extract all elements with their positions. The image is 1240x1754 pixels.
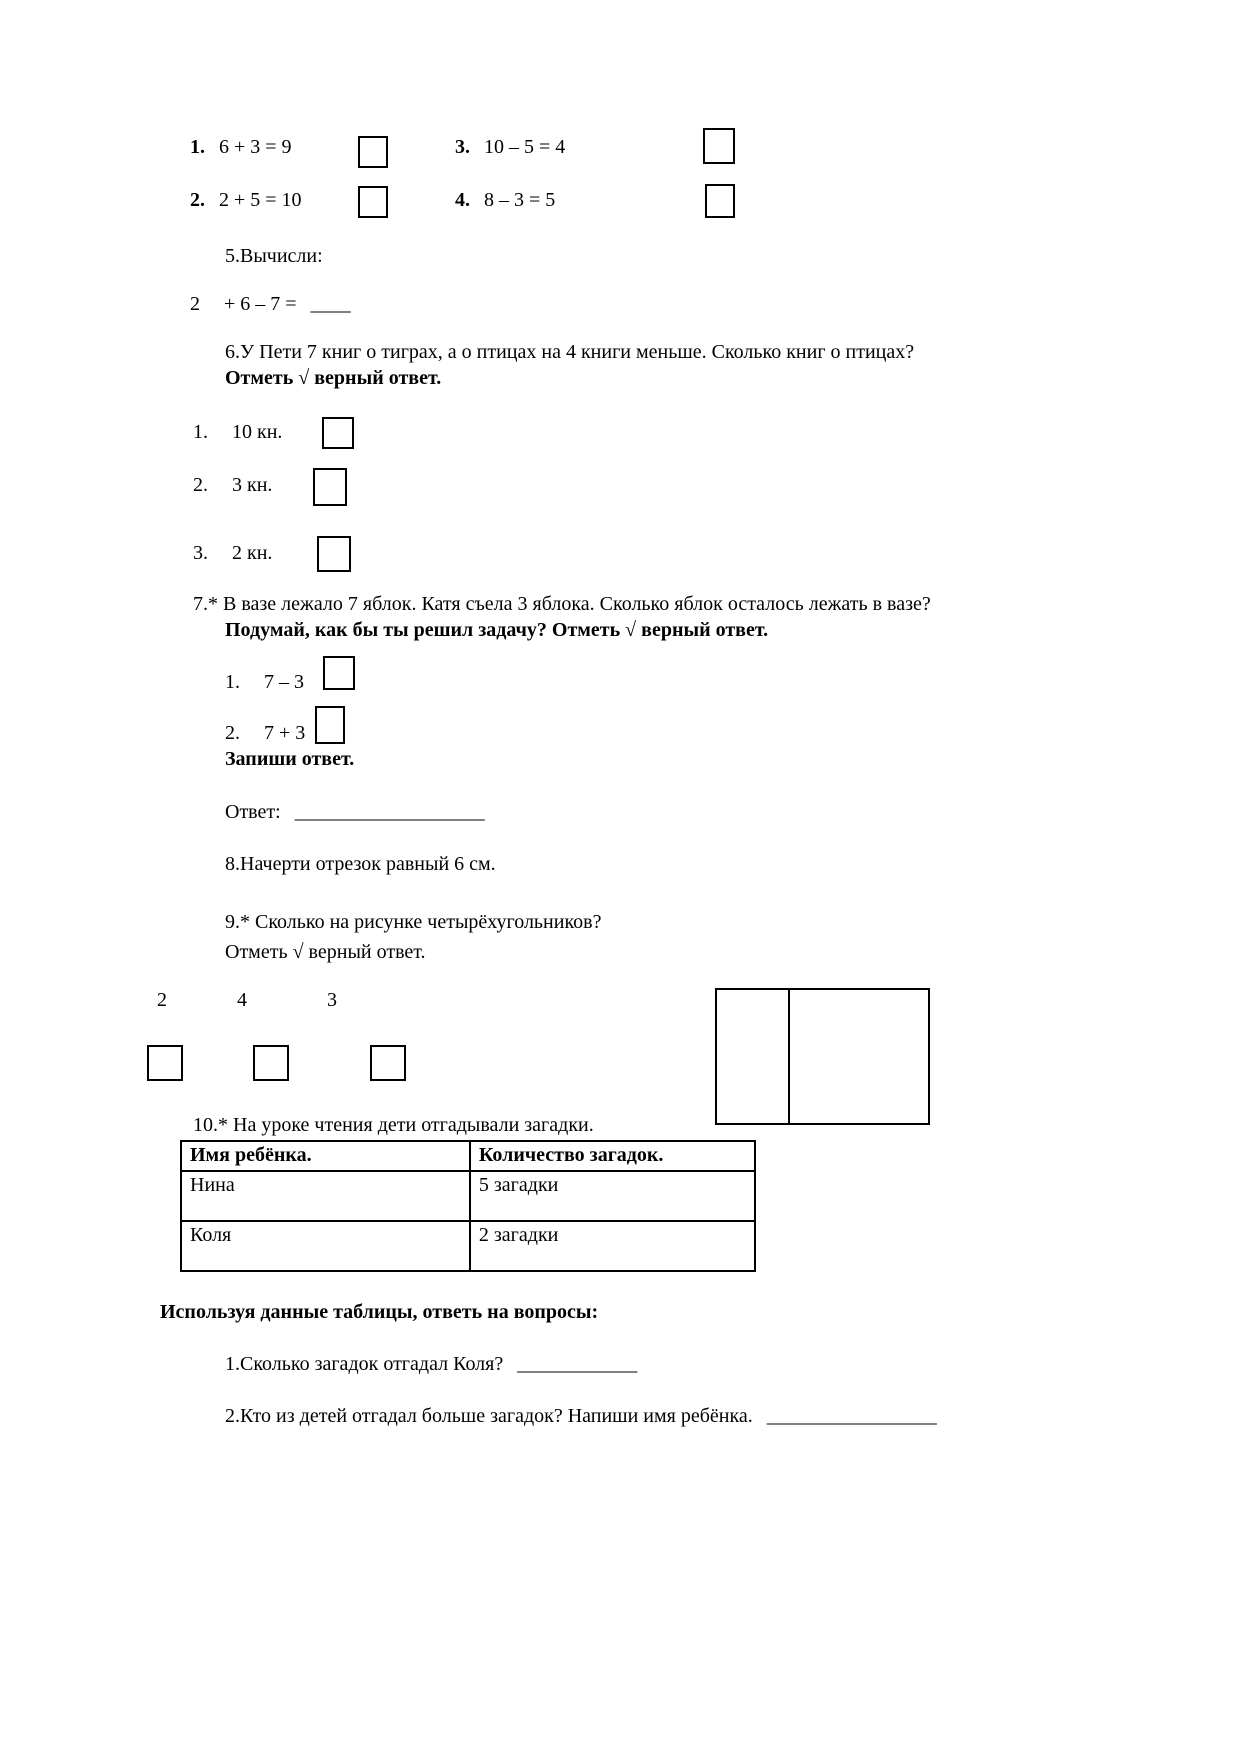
q10-instruction: Используя данные таблицы, ответь на вопросы: xyxy=(160,1301,599,1323)
q10-sub1 xyxy=(225,1352,637,1377)
q6-option-1-number: 1. xyxy=(193,421,208,443)
equation-3-number: 3. xyxy=(455,136,470,158)
equation-3-expr: 10 – 5 = 4 xyxy=(484,136,566,158)
q7-answer-blank[interactable]: ___________________ xyxy=(294,801,485,823)
equation-4-checkbox[interactable] xyxy=(705,184,735,218)
q5-expression xyxy=(190,292,351,317)
equation-1-expr: 6 + 3 = 9 xyxy=(219,136,292,158)
q5-lead: 2 xyxy=(190,293,200,315)
q10-sub2 xyxy=(225,1404,937,1429)
q10-intro: 10.* На уроке чтения дети отгадывали загадки. xyxy=(193,1114,594,1136)
q6-text: 6.У Пети 7 книг о тиграх, а о птицах на 4 книги меньше. Сколько книг о птицах? xyxy=(225,341,915,363)
q7-option-1 xyxy=(225,670,304,695)
q9-option-2-label: 4 xyxy=(237,989,247,1011)
q6-option-1-checkbox[interactable] xyxy=(322,417,354,449)
equation-4 xyxy=(455,188,555,213)
equation-4-number: 4. xyxy=(455,189,470,211)
equation-1-checkbox[interactable] xyxy=(358,136,388,168)
table-header-row xyxy=(181,1141,755,1171)
q6-option-2-checkbox[interactable] xyxy=(313,468,347,506)
equation-1-number: 1. xyxy=(190,136,205,158)
q6-instruction: Отметь √ верный ответ. xyxy=(225,367,442,389)
equation-3-checkbox[interactable] xyxy=(703,128,735,164)
q7-answer-label: Ответ: xyxy=(225,801,281,823)
equation-4-expr: 8 – 3 = 5 xyxy=(484,189,556,211)
q10-sub1-text: 1.Сколько загадок отгадал Коля? xyxy=(225,1353,504,1375)
q7-option-2-number: 2. xyxy=(225,722,240,744)
q7-option-1-checkbox[interactable] xyxy=(323,656,355,690)
q10-sub2-blank[interactable]: _________________ xyxy=(766,1405,937,1427)
q6-option-3-number: 3. xyxy=(193,542,208,564)
q7-instruction: Подумай, как бы ты решил задачу? Отметь √ верный ответ. xyxy=(225,619,769,641)
riddles-table xyxy=(180,1140,756,1272)
q9-question: 9.* Сколько на рисунке четырёхугольников? xyxy=(225,911,602,933)
equation-2-number: 2. xyxy=(190,189,205,211)
q9-option-1-label: 2 xyxy=(157,989,167,1011)
q6-option-3-checkbox[interactable] xyxy=(317,536,351,572)
table-cell-count: 5 загадки xyxy=(470,1171,755,1221)
q6-option-2-label: 3 кн. xyxy=(232,474,273,496)
table-cell-name: Нина xyxy=(181,1171,470,1221)
table-header-count: Количество загадок. xyxy=(470,1141,755,1171)
q6-option-1 xyxy=(193,420,282,445)
q6-option-2-number: 2. xyxy=(193,474,208,496)
q6-option-2 xyxy=(193,473,272,498)
q7-option-2-checkbox[interactable] xyxy=(315,706,345,744)
q7-option-2-label: 7 + 3 xyxy=(264,722,306,744)
equation-2 xyxy=(190,188,302,213)
q9-option-3-label: 3 xyxy=(327,989,337,1011)
q6-option-3-label: 2 кн. xyxy=(232,542,273,564)
q9-option-2-checkbox[interactable] xyxy=(253,1045,289,1081)
q9-instruction: Отметь √ верный ответ. xyxy=(225,941,426,963)
q7-option-2 xyxy=(225,721,305,746)
q5-answer-blank[interactable]: ____ xyxy=(310,293,351,315)
q7-text: 7.* В вазе лежало 7 яблок. Катя съела 3 яблока. Сколько яблок осталось лежать в вазе? xyxy=(193,593,931,615)
equation-3 xyxy=(455,135,565,160)
q7-option-1-number: 1. xyxy=(225,671,240,693)
q8-text: 8.Начерти отрезок равный 6 см. xyxy=(225,853,496,875)
table-row xyxy=(181,1171,755,1221)
q6-option-3 xyxy=(193,541,272,566)
equation-2-checkbox[interactable] xyxy=(358,186,388,218)
table-cell-count: 2 загадки xyxy=(470,1221,755,1271)
equation-2-expr: 2 + 5 = 10 xyxy=(219,189,302,211)
q9-option-3-checkbox[interactable] xyxy=(370,1045,406,1081)
table-header-name: Имя ребёнка. xyxy=(181,1141,470,1171)
q5-expr: + 6 – 7 = xyxy=(224,293,297,315)
quadrilateral-figure xyxy=(715,988,930,1125)
q5-title: 5.Вычисли: xyxy=(225,245,323,267)
q9-option-1-checkbox[interactable] xyxy=(147,1045,183,1081)
q6-option-1-label: 10 кн. xyxy=(232,421,283,443)
q7-write-answer: Запиши ответ. xyxy=(225,748,355,770)
table-cell-name: Коля xyxy=(181,1221,470,1271)
equation-1 xyxy=(190,135,292,160)
q7-option-1-label: 7 – 3 xyxy=(264,671,304,693)
table-row xyxy=(181,1221,755,1271)
q10-sub1-blank[interactable]: ____________ xyxy=(517,1353,638,1375)
q7-answer-line xyxy=(225,800,485,825)
figure-divider-line xyxy=(788,990,790,1123)
q10-sub2-text: 2.Кто из детей отгадал больше загадок? Напиши имя ребёнка. xyxy=(225,1405,753,1427)
